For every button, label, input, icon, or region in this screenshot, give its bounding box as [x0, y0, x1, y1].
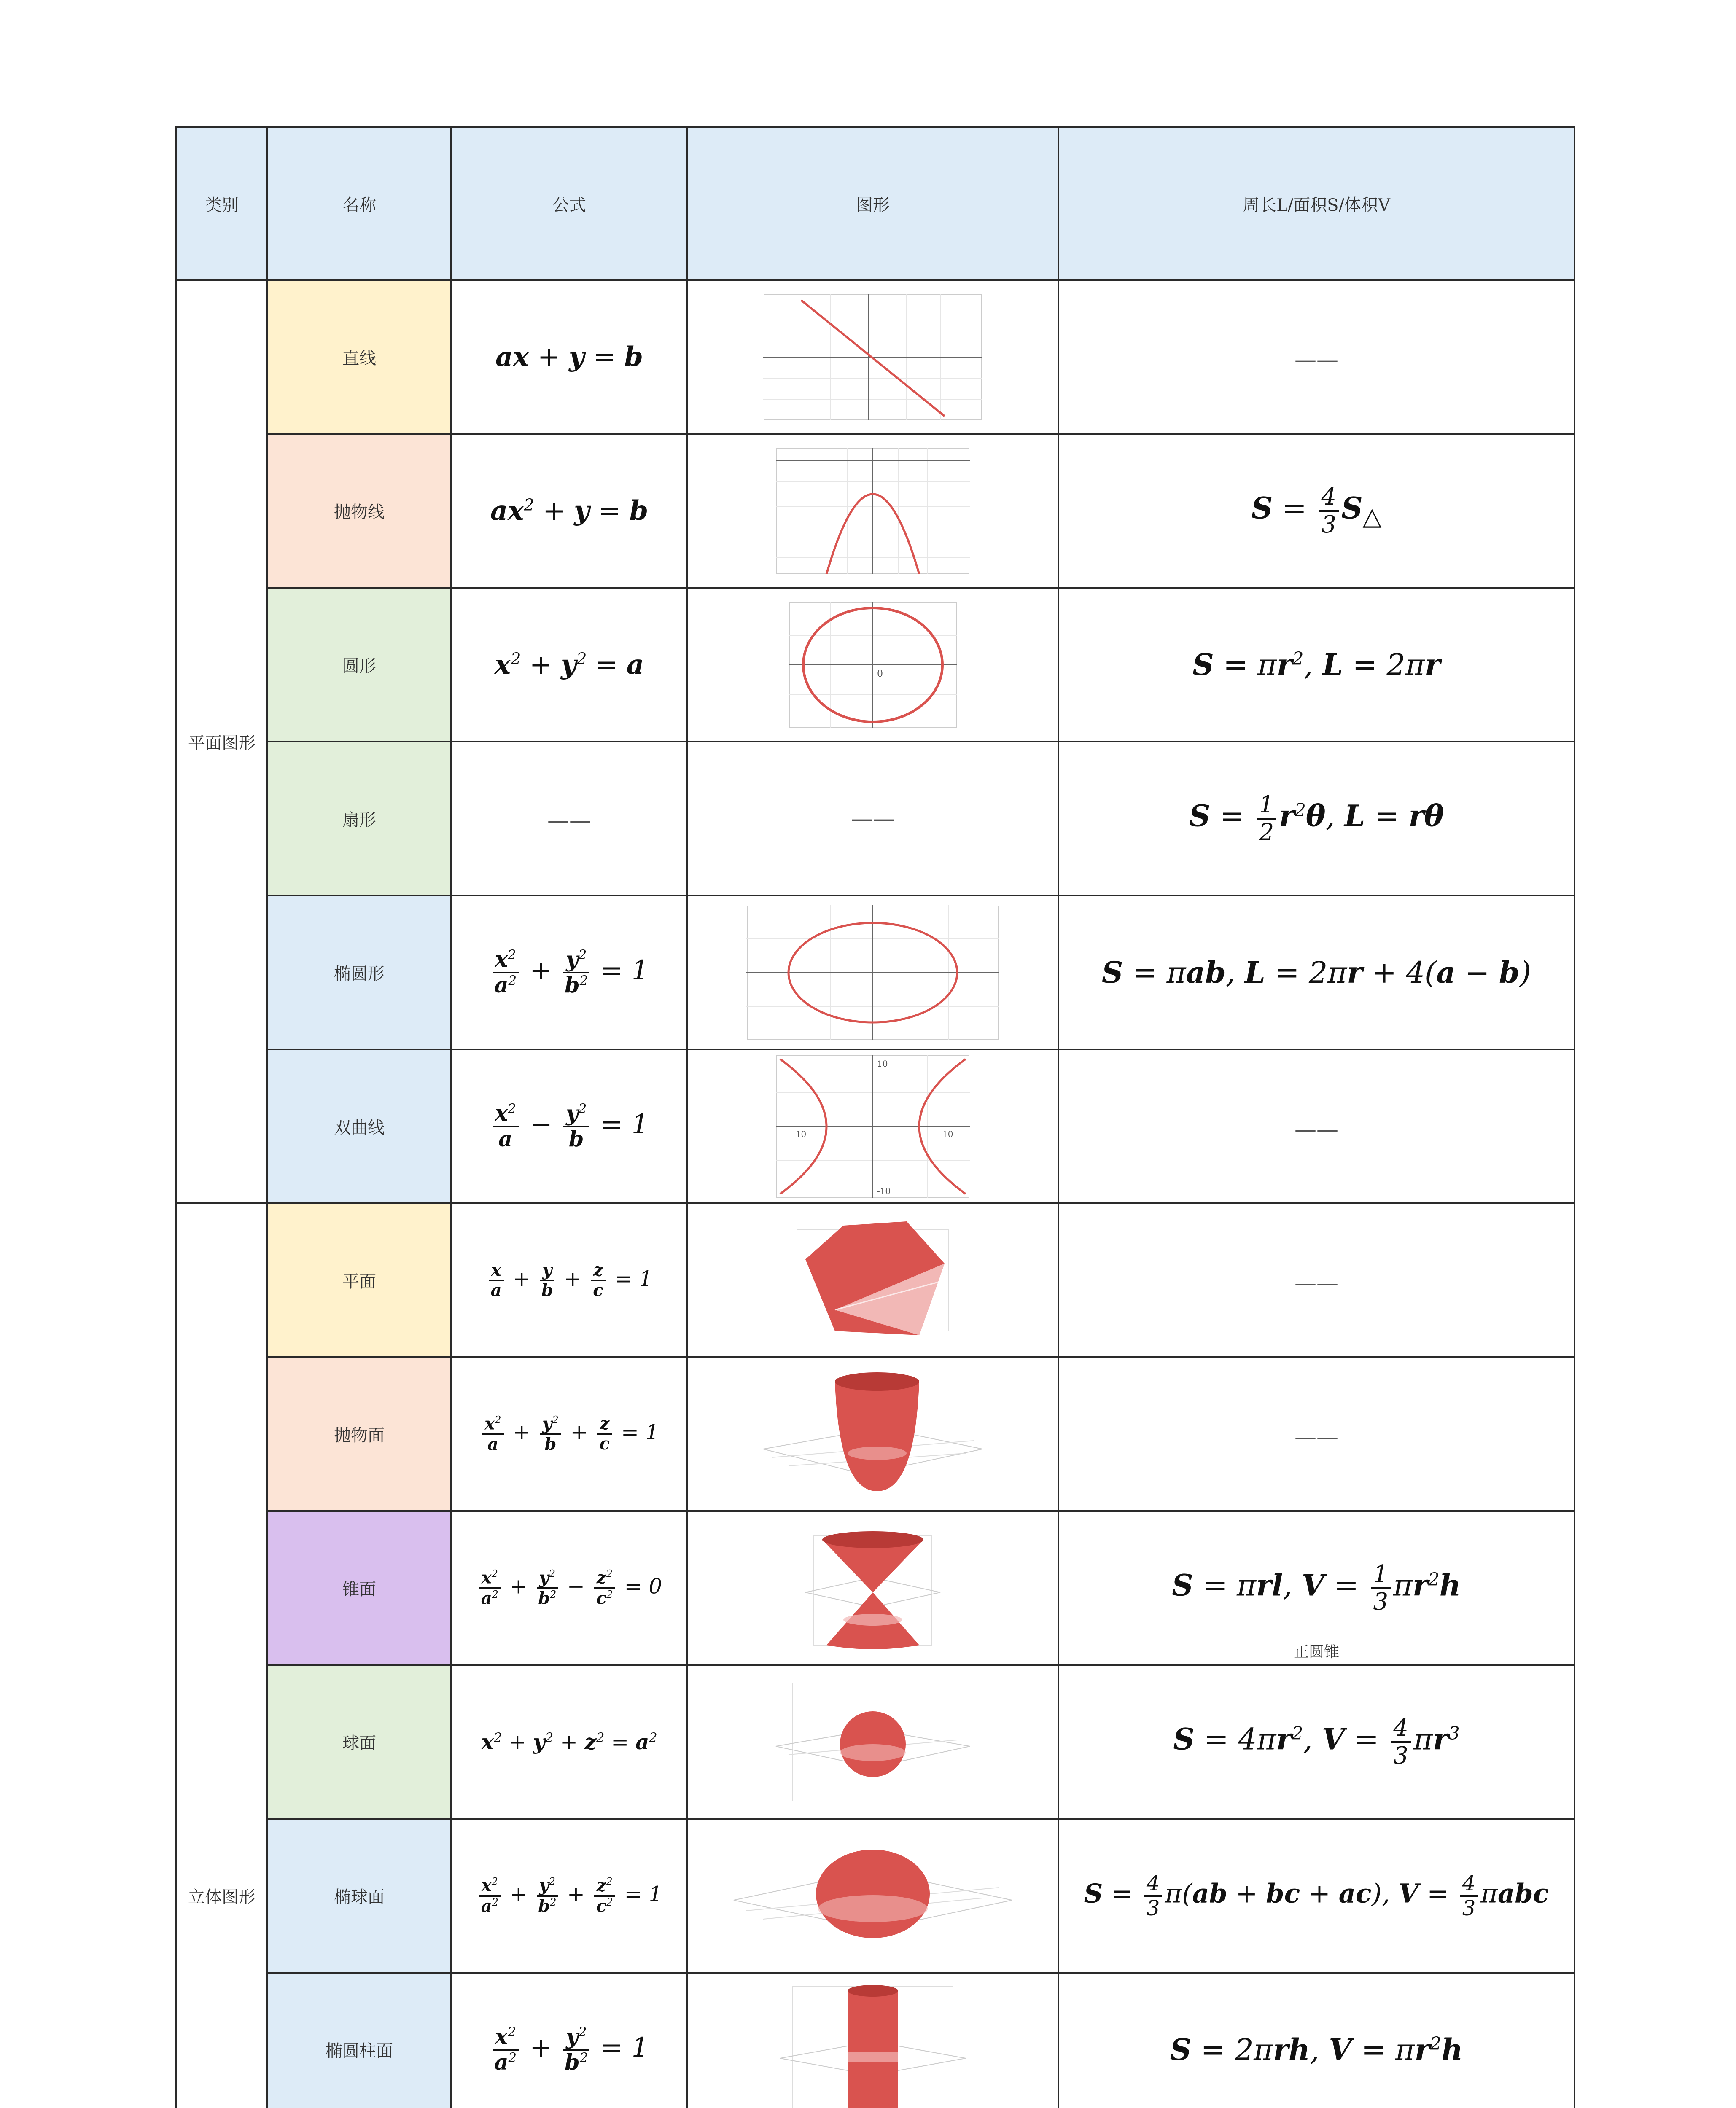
name-cell: 椭圆柱面 [267, 1973, 451, 2108]
name-cell: 椭球面 [267, 1819, 451, 1973]
formula-table [175, 126, 1575, 2108]
category-solid: 立体图形 [176, 1203, 267, 2108]
hyperbola-tick-top: 10 [877, 1058, 888, 1069]
table-row [176, 1049, 1575, 1203]
table-row [176, 1819, 1575, 1973]
result-cell: S = πrl, V = $\frac{1}{3}$ $\pi r^2h$ 正圆锥 [1058, 1511, 1575, 1665]
table-row [176, 1203, 1575, 1357]
formula-cell: $\frac{x}{a}$ + $\frac{y}{b}$ + $\frac{z}{c}$ = 1 [451, 1203, 687, 1357]
formula-cell: $\frac{x^2}{a^2}$ + $\frac{y^2}{b^2}$ + $\frac{z^2}{c^2}$ = 1 [451, 1819, 687, 1973]
name-cell: 抛物面 [267, 1357, 451, 1511]
circle-tick-origin: 0 [877, 668, 883, 679]
hyperbola-tick-right: 10 [942, 1129, 953, 1139]
figure-empty: —— [687, 742, 1058, 895]
result-cell: S = 2πrh, $V = \pi r^2h$ [1058, 1973, 1575, 2108]
result-cell: —— [1058, 1357, 1575, 1511]
figure-cone [687, 1511, 1058, 1665]
name-cell: 双曲线 [267, 1049, 451, 1203]
result-cell: $S = \pi r^2$, L = 2πr [1058, 588, 1575, 742]
header-row [176, 127, 1575, 280]
header-name: 名称 [267, 127, 451, 280]
result-cell: —— [1058, 1203, 1575, 1357]
table-row [176, 742, 1575, 895]
result-cell: $S = 4\pi r^2$, V = $\frac{4}{3}$ $\pi r^3$ [1058, 1665, 1575, 1819]
result-cell: S = $\frac{4}{3}$ $S_\triangle$ [1058, 434, 1575, 588]
name-cell: 椭圆形 [267, 895, 451, 1049]
header-figure: 图形 [687, 127, 1058, 280]
table-row [176, 1357, 1575, 1511]
header-formula: 公式 [451, 127, 687, 280]
name-cell: 锥面 [267, 1511, 451, 1665]
result-cell: —— [1058, 280, 1575, 434]
table-row [176, 434, 1575, 588]
result-cell: S = $\frac{4}{3}$ π(ab + bc + ac), V = $\frac{4}{3}$ πabc [1058, 1819, 1575, 1973]
figure-ellipse [687, 895, 1058, 1049]
figure-hyperbola [687, 1049, 1058, 1203]
table-row [176, 1511, 1575, 1665]
formula-cell: $x^2 + y^2 + z^2 = a^2$ [451, 1665, 687, 1819]
table-row [176, 588, 1575, 742]
figure-circle [687, 588, 1058, 742]
result-cell: S = $\frac{1}{2}$ $r^2\theta$, L = rθ [1058, 742, 1575, 895]
formula-cell: $\frac{x^2}{a}$ − $\frac{y^2}{b}$ = 1 [451, 1049, 687, 1203]
result-note: 正圆锥 [1293, 1643, 1339, 1661]
name-cell: 抛物线 [267, 434, 451, 588]
formula-cell: ax + y = b [451, 280, 687, 434]
header-measure: 周长L/面积S/体积V [1058, 127, 1575, 280]
formula-cell: $\frac{x^2}{a}$ + $\frac{y^2}{b}$ + $\frac{z}{c}$ = 1 [451, 1357, 687, 1511]
formula-cell: $x^2 + y^2 = a$ [451, 588, 687, 742]
figure-line [687, 280, 1058, 434]
figure-sphere [687, 1665, 1058, 1819]
figure-elliptic-cylinder [687, 1973, 1058, 2108]
result-cell: S = πab, L = 2πr + 4(a − b) [1058, 895, 1575, 1049]
figure-paraboloid [687, 1357, 1058, 1511]
figure-parabola [687, 434, 1058, 588]
name-cell: 圆形 [267, 588, 451, 742]
formula-cell: $ax^2 + y = b$ [451, 434, 687, 588]
name-cell: 平面 [267, 1203, 451, 1357]
table-row [176, 895, 1575, 1049]
figure-plane [687, 1203, 1058, 1357]
formula-cell: $\frac{x^2}{a^2}$ + $\frac{y^2}{b^2}$ = 1 [451, 1973, 687, 2108]
table-row [176, 1665, 1575, 1819]
table-row [176, 1973, 1575, 2108]
result-cell: —— [1058, 1049, 1575, 1203]
hyperbola-tick-bottom: -10 [877, 1186, 891, 1196]
formula-cell: —— [451, 742, 687, 895]
category-plane: 平面图形 [176, 280, 267, 1203]
table-row [176, 280, 1575, 434]
formula-cell: $\frac{x^2}{a^2}$ + $\frac{y^2}{b^2}$ = 1 [451, 895, 687, 1049]
formula-sheet [175, 126, 1574, 2108]
header-category: 类别 [176, 127, 267, 280]
name-cell: 直线 [267, 280, 451, 434]
formula-cell: $\frac{x^2}{a^2}$ + $\frac{y^2}{b^2}$ − $\frac{z^2}{c^2}$ = 0 [451, 1511, 687, 1665]
figure-ellipsoid [687, 1819, 1058, 1973]
name-cell: 球面 [267, 1665, 451, 1819]
hyperbola-tick-left: -10 [793, 1129, 807, 1139]
name-cell: 扇形 [267, 742, 451, 895]
